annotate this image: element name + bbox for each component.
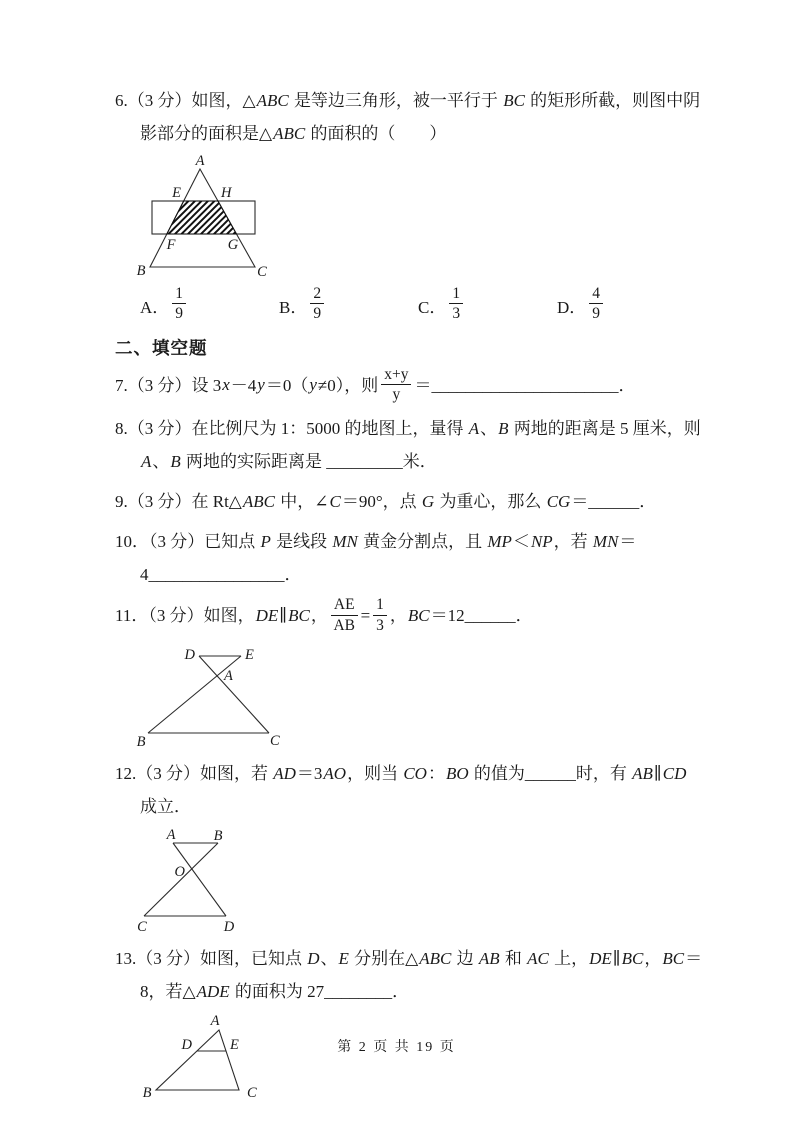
question-8 <box>115 412 715 478</box>
label-H: H <box>221 185 232 201</box>
question-10-text-line-1: 10．（3 分）已知点 P 是线段 MN 黄金分割点，且 MP＜NP，若 MN＝ <box>115 532 637 552</box>
question-9 <box>115 485 715 518</box>
label-B: B <box>136 263 146 279</box>
page-footer: 第 2 页 共 19 页 <box>337 1040 456 1055</box>
label-D: D <box>184 647 195 664</box>
question-8-text-line-2: A、B 两地的实际距离是 _________米． <box>141 452 437 472</box>
option-b: B． $\frac{2}{9}$ <box>279 287 418 325</box>
question-6-text-line-1: 6.（3 分）如图，△ABC 是等边三角形，被一平行于 BC 的矩形所截，则图中阴 <box>115 91 701 110</box>
option-c: C． $\frac{1}{3}$ <box>418 287 557 325</box>
shaded-region <box>167 201 237 234</box>
label-C: C <box>257 264 267 279</box>
question-7 <box>115 365 715 406</box>
label-B: B <box>136 734 146 751</box>
question-11-figure <box>121 640 296 750</box>
question-13-figure <box>131 1012 276 1104</box>
page-content <box>115 84 715 1111</box>
label-B: B <box>213 828 223 845</box>
question-6-options <box>140 287 715 325</box>
question-6-text-line-2: 影部分的面积是△ABC 的面积的（ ） <box>140 124 447 143</box>
label-A: A <box>195 154 205 169</box>
question-12 <box>115 757 715 935</box>
label-C: C <box>137 919 147 936</box>
question-9-text-line-1: 9.（3 分）在 Rt△ABC 中，∠C＝90°，点 G 为重心，那么 CG＝______． <box>115 492 657 512</box>
label-F: F <box>166 237 176 253</box>
question-6-figure <box>125 154 290 279</box>
label-C: C <box>247 1085 257 1102</box>
question-11 <box>115 598 715 750</box>
label-B: B <box>142 1085 152 1102</box>
label-C: C <box>270 733 280 750</box>
question-11-text-line-1: 11．（3 分）如图，DE∥BC， $\frac{AE}{AB}$ = $\frac{1}{3}$ ，BC＝12______． <box>115 596 533 634</box>
label-E: E <box>172 185 181 201</box>
question-12-figure <box>121 827 281 935</box>
question-10-text-line-2: 4________________． <box>140 565 302 585</box>
question-10 <box>115 525 715 591</box>
question-8-text-line-1: 8.（3 分）在比例尺为 1：5000 的地图上，量得 A、B 两地的距离是 5 厘米，则 <box>115 419 701 439</box>
question-7-text-line-1: 7.（3 分）设 3x－4y＝0（y≠0），则 $\frac{x+y}{y}$ ＝______________________． <box>115 365 636 404</box>
question-12-text-line-1: 12.（3 分）如图，若 AD＝3AO，则当 CO：BO 的值为______时，有 AB∥CD <box>115 764 687 784</box>
label-D: D <box>181 1037 192 1054</box>
question-6 <box>115 84 715 325</box>
label-A: A <box>210 1013 220 1030</box>
label-D: D <box>223 919 235 936</box>
question-13-text-line-2: 8，若△ADE 的面积为 27________． <box>140 982 410 1002</box>
question-12-text-line-2: 成立． <box>140 797 191 817</box>
question-13-text-line-1: 13.（3 分）如图，已知点 D、E 分别在△ABC 边 AB 和 AC 上，DE∥BC，BC＝ <box>115 949 703 969</box>
option-a: A． $\frac{1}{9}$ <box>140 287 279 325</box>
label-A: A <box>224 668 233 685</box>
option-d: D． $\frac{4}{9}$ <box>557 287 696 325</box>
label-E: E <box>245 647 254 664</box>
section-header-fill-in-blanks: 二、填空题 <box>115 337 208 358</box>
question-13 <box>115 942 715 1104</box>
line-DC <box>199 656 269 733</box>
label-E: E <box>230 1037 239 1054</box>
label-G: G <box>227 237 239 253</box>
label-O: O <box>174 864 185 881</box>
label-A: A <box>166 827 176 844</box>
